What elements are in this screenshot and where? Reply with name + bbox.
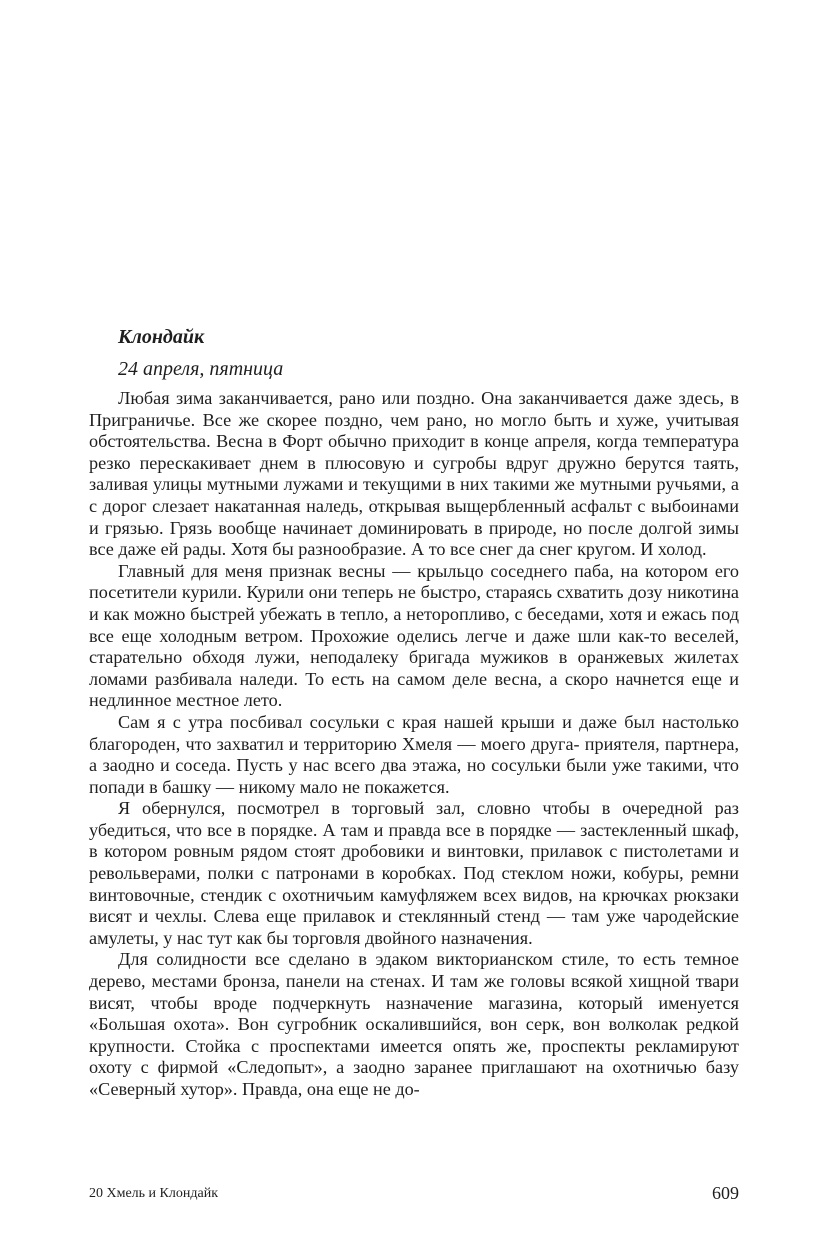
paragraph-1: Любая зима заканчивается, рано или поздно. Она заканчивается даже здесь, в Приграничье. Все же скорее поздно, чем рано, но могло быть и хуже, учитывая обстоятельства. Весна в Форт обычно приходит в конце апреля, когда температура резко перескакивает днем в плюсовую и сугробы вдруг дружно берутся таять, заливая улицы мутными лужами и текущими в них такими же мутными ручьями, а с дорог слезает накатанная наледь, открывая выщербленный асфальт с выбоинами и грязью. Грязь вообще начинает доминировать в природе, но после долгой зимы все даже ей рады. Хотя бы разнообразие. А то все снег да снег кругом. И холод. <box>89 388 739 560</box>
paragraph-2: Главный для меня признак весны — крыльцо соседнего паба, на котором его посетители курили. Курили они теперь не быстро, стараясь схватить дозу никотина и как можно быстрей убежать в тепло, а неторопливо, с беседами, хотя и ежась под все еще холодным ветром. Прохожие оделись легче и даже шли как-то веселей, старательно обходя лужи, неподалеку бригада мужиков в оранжевых жилетах ломами разбивала наледи. То есть на самом деле весна, а скоро начнется еще и недлинное местное лето. <box>89 560 739 711</box>
text-block <box>89 325 739 1101</box>
page-footer <box>89 1180 739 1204</box>
paragraph-5: Для солидности все сделано в эдаком викторианском стиле, то есть темное дерево, местами бронза, панели на стенах. И там же головы всякой хищной твари висят, чтобы вроде подчеркнуть назначение магазина, который именуется «Большая охота». Вон сугробник оскалившийся, вон серк, вон волколак редкой крупности. Стойка с проспектами имеется опять же, проспекты рекламируют охоту с фирмой «Следопыт», а заодно заранее приглашают на охотничью базу «Северный хутор». Правда, она еще не до- <box>89 949 739 1099</box>
chapter-title: Клондайк <box>118 326 205 348</box>
page-number: 609 <box>712 1183 739 1203</box>
chapter-date: 24 апреля, пятница <box>118 358 284 380</box>
paragraph-4: Я обернулся, посмотрел в торговый зал, словно чтобы в очередной раз убедиться, что все в порядке. А там и правда все в порядке — застекленный шкаф, в котором ровным рядом стоят дробовики и винтовки, прилавок с пистолетами и револьверами, полки с патронами в коробках. Под стеклом ножи, кобуры, ремни винтовочные, стендик с охотничьим камуфляжем всех видов, на крючках рюкзаки висят и чехлы. Слева еще прилавок и стеклянный стенд — там уже чародейские амулеты, у нас тут как бы торговля двойного назначения. <box>89 798 739 948</box>
paragraph-3: Сам я с утра посбивал сосульки с края нашей крыши и даже был настолько благороден, что захватил и территорию Хмеля — моего друга- приятеля, партнера, а заодно и соседа. Пусть у нас всего два этажа, но сосульки были уже такими, что попади в башку — никому мало не покажется. <box>89 711 739 797</box>
running-head: 20 Хмель и Клондайк <box>89 1186 218 1201</box>
